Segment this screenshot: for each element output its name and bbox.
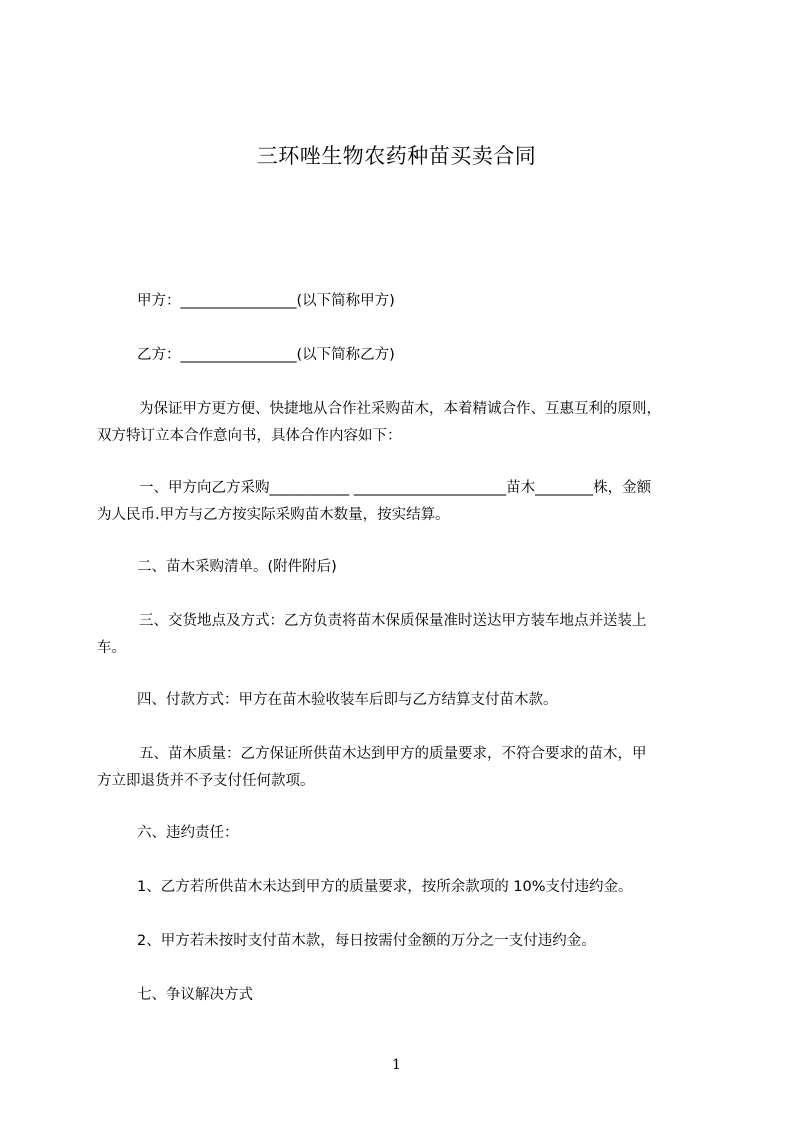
clause-3-line-1: 三、交货地点及方式：乙方负责将苗木保质保量准时送达甲方装车地点并送装上 [139, 613, 647, 629]
intro-paragraph-line-1: 为保证甲方更方便、快捷地从合作社采购苗木，本着精诚合作、互惠互利的原则， [139, 401, 661, 417]
clause-5-line-1: 五、苗木质量：乙方保证所供苗木达到甲方的质量要求，不符合要求的苗木，甲 [139, 746, 647, 762]
clause-7-heading: 七、争议解决方式 [137, 987, 253, 1003]
document-title: 三环唑生物农药种苗买卖合同 [256, 144, 537, 168]
clause-3-line-2: 车。 [97, 640, 126, 656]
clause-4: 四、付款方式：甲方在苗木验收装车后即与乙方结算支付苗木款。 [137, 692, 558, 708]
clause-1-line-1: 一、甲方向乙方采购___________ _____________________苗木________株，金额 [139, 480, 652, 496]
clause-2: 二、苗木采购清单。(附件附后) [137, 559, 337, 575]
intro-paragraph-line-2: 双方特订立本合作意向书，具体合作内容如下： [97, 428, 402, 444]
party-b-line: 乙方：________________(以下简称乙方) [137, 347, 395, 363]
clause-6-heading: 六、违约责任： [137, 825, 239, 841]
clause-6-item-2: 2、甲方若未按时支付苗木款，每日按需付金额的万分之一支付违约金。 [137, 933, 596, 949]
clause-5-line-2: 方立即退货并不予支付任何款项。 [97, 773, 315, 789]
party-a-line: 甲方：________________(以下简称甲方) [137, 293, 395, 309]
clause-6-item-1: 1、乙方若所供苗木未达到甲方的质量要求，按所余款项的 10%支付违约金。 [137, 879, 633, 895]
page-number: 1 [392, 1057, 401, 1073]
clause-1-line-2: 为人民币.甲方与乙方按实际采购苗木数量，按实结算。 [97, 507, 450, 523]
